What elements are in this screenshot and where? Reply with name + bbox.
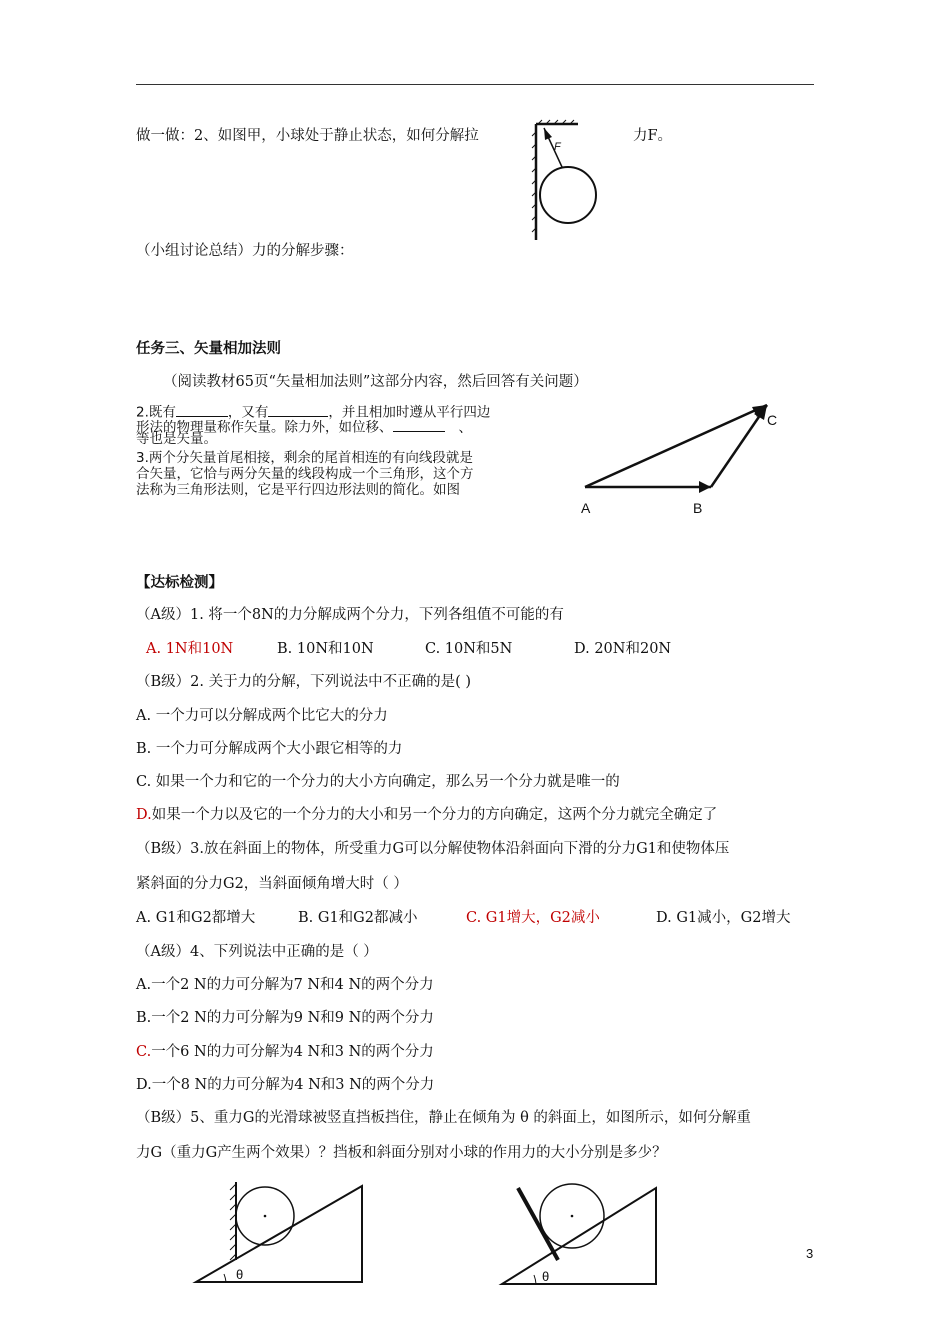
- p2-a: 2.既有: [136, 404, 176, 421]
- point-c-label: C: [767, 412, 778, 428]
- q2-d-text: 如果一个力以及它的一个分力的大小和另一个分力的方向确定，这两个分力就完全确定了: [151, 807, 718, 823]
- task3-title: 任务三、矢量相加法则: [136, 341, 281, 357]
- p2-line2: 形法的物理量称作矢量。除力外，如位移、: [136, 419, 393, 436]
- q3-option-a: A. G1和G2都增大: [136, 910, 256, 926]
- point-a-label: A: [581, 500, 591, 516]
- hanging-ball-figure: [528, 120, 600, 244]
- q3-line2: 紧斜面的分力G2，当斜面倾角增大时（ ）: [136, 876, 408, 892]
- task3-p3-line2: 合矢量，它恰与两分矢量的线段构成一个三角形，这个方: [136, 466, 474, 482]
- q4-option-c: [136, 1040, 434, 1061]
- group-summary: （小组讨论总结）力的分解步骤：: [136, 243, 354, 259]
- page-number: 3: [806, 1246, 814, 1261]
- task3-p3-line3: 法称为三角形法则，它是平行四边形法则的简化。如图: [136, 482, 460, 498]
- theta-label-1: θ: [236, 1267, 244, 1282]
- blank-1: [176, 402, 228, 417]
- incline-tilted-board-figure: [496, 1178, 666, 1290]
- force-label: F: [554, 141, 561, 153]
- blank-3: [393, 417, 445, 432]
- q1-option-a: A. 1N和10N: [146, 641, 234, 657]
- q1-option-b: B. 10N和10N: [277, 641, 374, 657]
- header-rule: [136, 84, 814, 85]
- q1: （A级）1. 将一个8N的力分解成两个分力，下列各组值不可能的有: [136, 607, 564, 623]
- q2-option-c: C. 如果一个力和它的一个分力的大小方向确定，那么另一个分力就是唯一的: [136, 774, 620, 790]
- theta-label-2: θ: [542, 1269, 550, 1284]
- task2-line1-tail: 力F。: [633, 128, 673, 144]
- q3-option-c: C. G1增大，G2减小: [466, 910, 600, 926]
- task2-line1: 做一做：2、如图甲，小球处于静止状态，如何分解拉: [136, 128, 479, 144]
- p2-c: ，并且相加时遵从平行四边: [328, 404, 491, 421]
- q4-option-a: A.一个2 N的力可分解为7 N和4 N的两个分力: [136, 977, 434, 993]
- q4-c-label: C.: [136, 1044, 152, 1060]
- task3-p3-line1: 3.两个分矢量首尾相接，剩余的尾首相连的有向线段就是: [136, 450, 473, 466]
- test-title: 【达标检测】: [136, 575, 223, 591]
- q4-option-b: B.一个2 N的力可分解为9 N和9 N的两个分力: [136, 1010, 434, 1026]
- task3-intro: （阅读教材65页“矢量相加法则”这部分内容，然后回答有关问题）: [163, 374, 588, 390]
- q3-option-d: D. G1减小，G2增大: [656, 910, 791, 926]
- q5-line2: 力G（重力G产生两个效果）？挡板和斜面分别对小球的作用力的大小分别是多少？: [136, 1145, 667, 1161]
- p2-b: ，又有: [227, 404, 269, 421]
- q2: （B级）2. 关于力的分解，下列说法中不正确的是( ): [136, 674, 472, 690]
- q1-option-c: C. 10N和5N: [425, 641, 513, 657]
- q2-option-d: [136, 803, 717, 824]
- q3-line1: （B级）3.放在斜面上的物体，所受重力G可以分解使物体沿斜面向下滑的分力G1和使物体压: [136, 841, 730, 857]
- q4: （A级）4、下列说法中正确的是（ ）: [136, 944, 378, 960]
- q1-option-d: D. 20N和20N: [574, 641, 672, 657]
- q2-option-a: A. 一个力可以分解成两个比它大的分力: [136, 708, 388, 724]
- triangle-rule-figure: [575, 395, 785, 520]
- q5-line1: （B级）5、重力G的光滑球被竖直挡板挡住，静止在倾角为 θ 的斜面上，如图所示，如何分解重: [136, 1110, 751, 1126]
- task3-p2-line3: 等也是矢量。: [136, 431, 217, 447]
- p2-line2-tail: 、: [458, 419, 472, 436]
- q4-option-d: D.一个8 N的力可分解为4 N和3 N的两个分力: [136, 1077, 435, 1093]
- blank-2: [268, 402, 328, 417]
- q3-option-b: B. G1和G2都减小: [298, 910, 418, 926]
- q2-option-b: B. 一个力可分解成两个大小跟它相等的力: [136, 741, 403, 757]
- q4-c-text: 一个6 N的力可分解为4 N和3 N的两个分力: [151, 1044, 434, 1060]
- q2-d-label: D.: [136, 807, 152, 823]
- incline-vertical-board-figure: [190, 1178, 370, 1286]
- point-b-label: B: [693, 500, 703, 516]
